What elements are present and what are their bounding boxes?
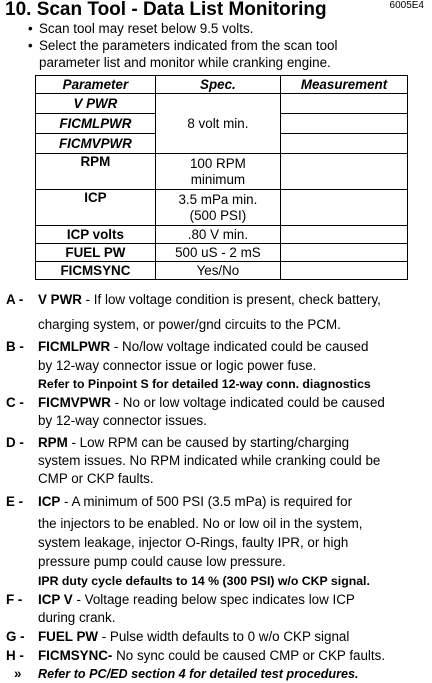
note-text: - No/low voltage indicated could be caused	[110, 339, 369, 354]
document-code: 6005E4	[389, 0, 424, 11]
note-letter: C -	[6, 395, 24, 410]
param-cell: RPM	[36, 154, 156, 190]
note-keyword: FICMSYNC-	[38, 648, 113, 663]
note-text: system issues. No RPM indicated while cranking could be	[38, 453, 381, 468]
spec-line: 3.5 mPa min.	[178, 191, 258, 207]
note-keyword: FUEL PW	[38, 629, 99, 644]
note-text: CMP or CKP faults.	[38, 471, 154, 486]
note-keyword: FICMLPWR	[38, 339, 111, 354]
table-row	[36, 94, 408, 114]
note-text: - If low voltage condition is present, check battery,	[81, 292, 381, 307]
final-reference: Refer to PC/ED section 4 for detailed test procedures.	[38, 667, 359, 681]
note-final	[6, 665, 428, 683]
note-keyword: RPM	[38, 435, 68, 450]
note-text: - Voltage reading below spec indicates low ICP	[72, 592, 355, 607]
table-row	[36, 190, 408, 226]
spec-cell	[155, 154, 280, 190]
spec-line: (500 PSI)	[189, 207, 247, 223]
note-c	[6, 394, 428, 430]
param-cell: FICMLPWR	[36, 114, 156, 134]
note-reference: Refer to Pinpoint S for detailed 12-way conn. diagnostics	[38, 377, 371, 391]
note-text: during crank.	[38, 610, 116, 625]
chevron-icon: »	[14, 666, 22, 681]
note-letter: D -	[6, 435, 24, 450]
measurement-cell	[281, 134, 408, 154]
note-letter: H -	[6, 648, 24, 663]
note-d	[6, 434, 428, 488]
measurement-cell	[281, 94, 408, 114]
note-letter: B -	[6, 339, 24, 354]
bullet-item: • Select the parameters indicated from the scan tool	[28, 37, 337, 54]
spec-line: 100 RPM	[189, 155, 246, 171]
note-text: - A minimum of 500 PSI (3.5 mPa) is required for	[60, 494, 353, 509]
table-row	[36, 226, 408, 244]
bullet-item: • Scan tool may reset below 9.5 volts.	[28, 20, 337, 37]
note-g	[6, 627, 428, 646]
param-cell: ICP	[36, 190, 156, 226]
param-cell: FUEL PW	[36, 244, 156, 262]
param-cell: FICMSYNC	[36, 262, 156, 280]
param-cell: FICMVPWR	[36, 134, 156, 154]
page-title: 10. Scan Tool - Data List Monitoring	[5, 0, 327, 20]
note-h	[6, 646, 428, 665]
note-letter: G -	[6, 629, 25, 644]
measurement-cell	[281, 262, 408, 280]
spec-line: minimum	[190, 171, 246, 187]
spec-cell	[155, 190, 280, 226]
measurement-cell	[281, 244, 408, 262]
param-cell: ICP volts	[36, 226, 156, 244]
note-text: by 12-way connector issues.	[38, 413, 207, 428]
header-measurement: Measurement	[281, 76, 408, 94]
param-cell: V PWR	[36, 94, 156, 114]
measurement-cell	[281, 154, 408, 190]
note-letter: E -	[6, 494, 24, 509]
header-parameter: Parameter	[36, 76, 156, 94]
measurement-cell	[281, 114, 408, 134]
spec-cell: 500 uS - 2 mS	[155, 244, 280, 262]
table-row	[36, 262, 408, 280]
note-f	[6, 591, 428, 627]
spec-cell: Yes/No	[155, 262, 280, 280]
parameter-spec-table	[35, 75, 408, 280]
note-text: pressure pump could cause low pressure.	[38, 554, 286, 569]
measurement-cell	[281, 190, 408, 226]
note-text: - Low RPM can be caused by starting/charging	[67, 435, 350, 450]
note-text: system leakage, injector O-Rings, faulty IPR, or high	[38, 535, 349, 550]
table-row	[36, 244, 408, 262]
bullet-item-continued: parameter list and monitor while cranking engine.	[39, 55, 331, 70]
spec-cell: 8 volt min.	[155, 94, 280, 154]
note-text: - No or low voltage indicated could be caused	[110, 395, 385, 410]
note-e	[6, 492, 428, 591]
note-text: charging system, or power/gnd circuits to the PCM.	[38, 317, 341, 332]
header-spec: Spec.	[155, 76, 280, 94]
note-text: - Pulse width defaults to 0 w/o CKP signal	[98, 629, 350, 644]
table-row	[36, 154, 408, 190]
note-b	[6, 337, 428, 394]
measurement-cell	[281, 226, 408, 244]
note-text: the injectors to be enabled. No or low oil in the system,	[38, 516, 363, 531]
spec-cell: .80 V min.	[155, 226, 280, 244]
note-keyword: V PWR	[38, 292, 82, 307]
note-keyword: ICP	[38, 494, 61, 509]
note-letter: A -	[6, 292, 24, 307]
notes-list	[6, 289, 428, 683]
note-keyword: FICMVPWR	[38, 395, 111, 410]
table-header-row	[36, 76, 408, 94]
instruction-bullets	[28, 20, 337, 71]
note-a	[6, 289, 428, 335]
note-letter: F -	[6, 592, 23, 607]
note-text: by 12-way connector issue or logic power fuse.	[38, 358, 317, 373]
note-keyword: ICP V	[38, 592, 73, 607]
note-text: No sync could be caused CMP or CKP faults.	[112, 648, 386, 663]
note-reference: IPR duty cycle defaults to 14 % (300 PSI) w/o CKP signal.	[38, 574, 370, 588]
